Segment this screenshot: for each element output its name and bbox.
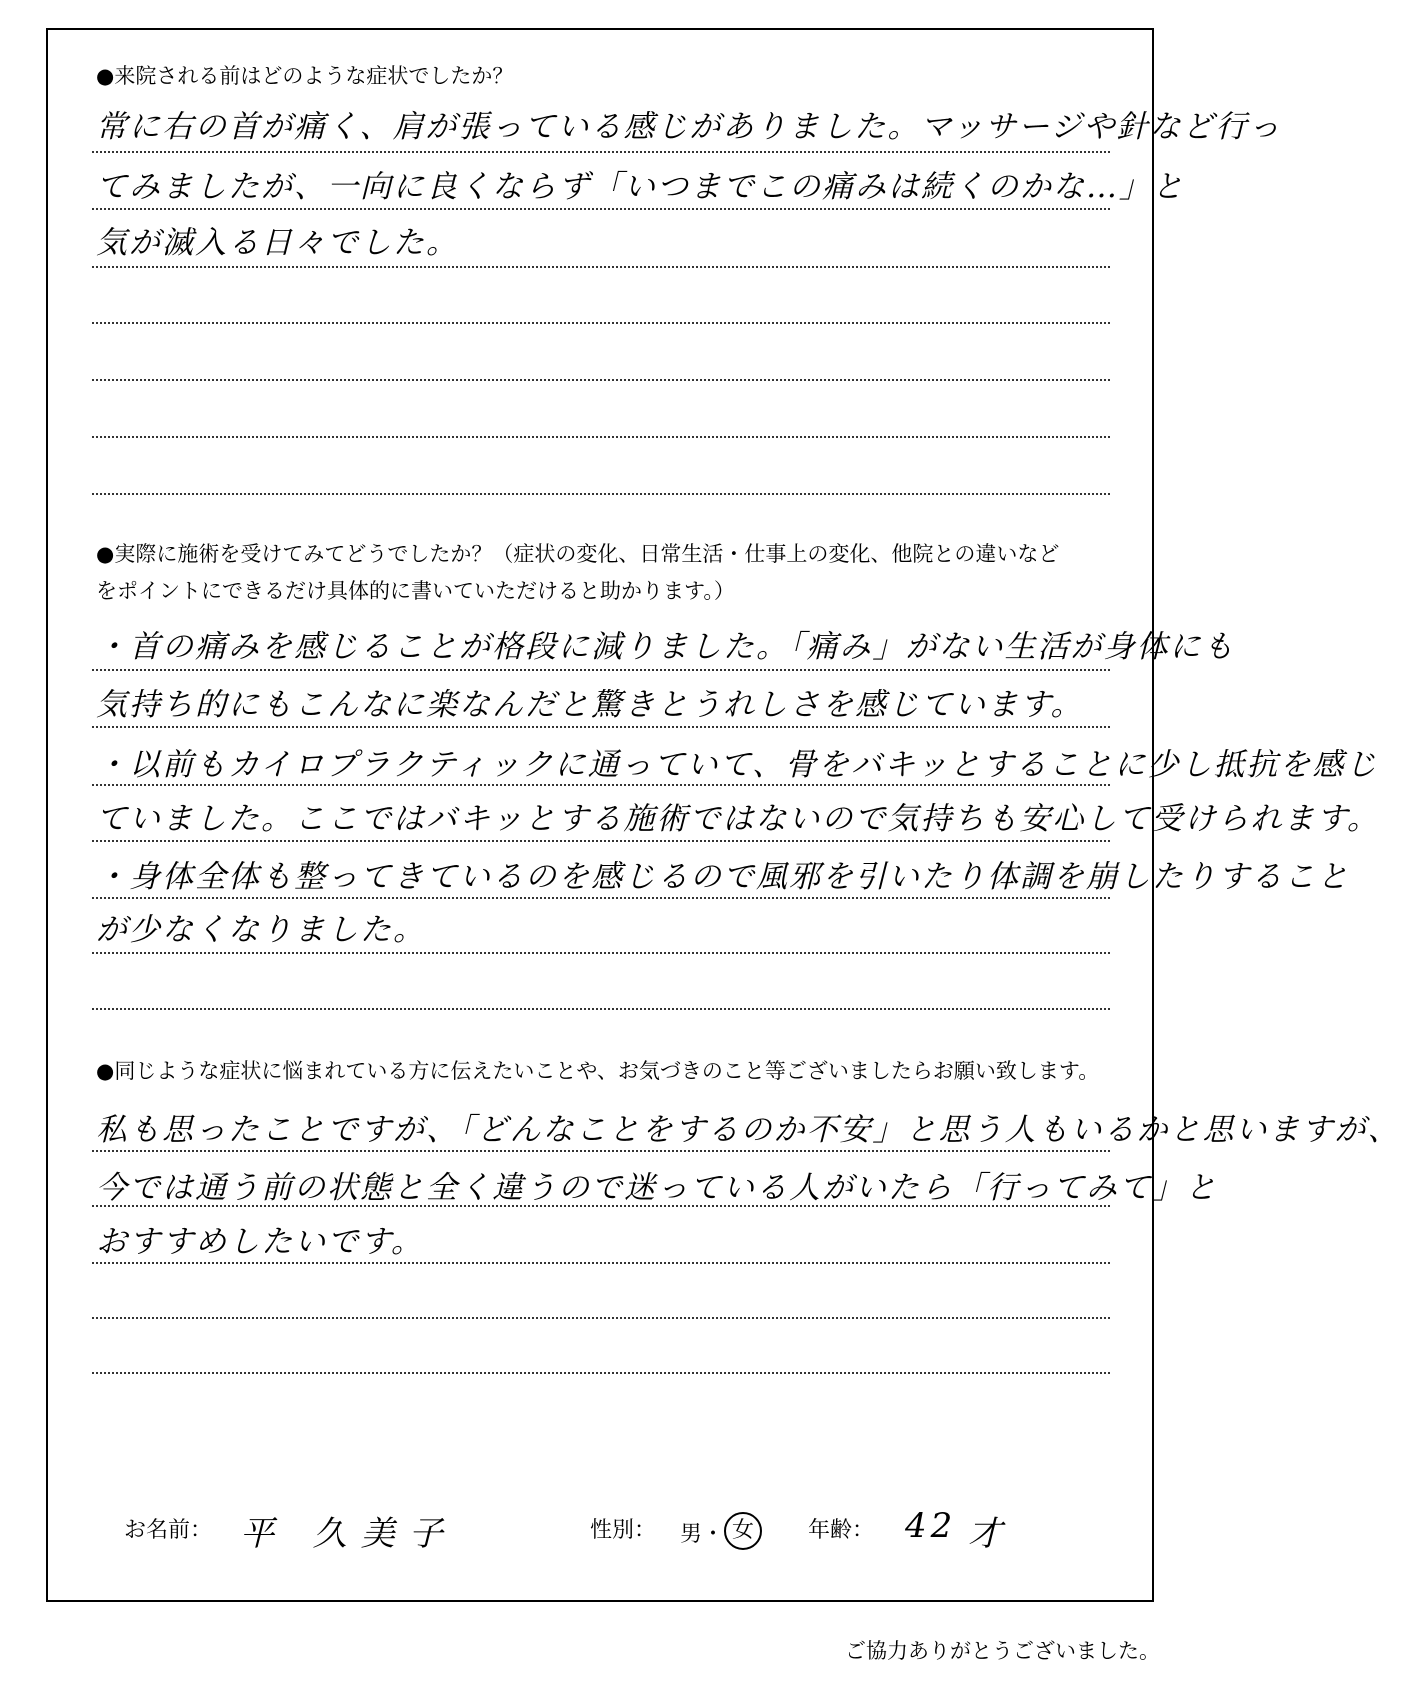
thanks-message: ご協力ありがとうございました。: [845, 1639, 1160, 1663]
question-2-line-1: ●実際に施術を受けてみてどうでしたか？（症状の変化、日常生活・仕事上の変化、他院との違いなど: [96, 542, 1060, 566]
answer-3-line-2: 今では通う前の状態と全く違うので迷っている人がいたら「行ってみて」と: [96, 1170, 1218, 1206]
ruled-line: [92, 1317, 1110, 1319]
answer-2-line-1: ・首の痛みを感じることが格段に減りました。「痛み」がない生活が身体にも: [96, 629, 1236, 665]
answer-2-line-3: ・以前もカイロプラクティックに通っていて、骨をバキッとすることに少し抵抗を感じ: [96, 747, 1379, 783]
ruled-line: [92, 1205, 1110, 1207]
answer-2-line-2: 気持ち的にもこんなに楽なんだと驚きとうれしさを感じています。: [96, 687, 1084, 723]
question-1: ●来院される前はどのような症状でしたか？: [96, 64, 514, 88]
name-value: 平 久美子: [240, 1514, 457, 1554]
answer-3-line-3: おすすめしたいです。: [96, 1224, 424, 1260]
answer-3-line-1: 私も思ったことですが、「どんなことをするのか不安」と思う人もいるかと思いますが、: [96, 1112, 1401, 1148]
ruled-line: [92, 379, 1110, 381]
ruled-line: [92, 784, 1110, 786]
answer-1-line-3: 気が滅入る日々でした。: [96, 225, 459, 261]
gender-label: 性別：: [590, 1518, 657, 1543]
gender-options: [680, 1520, 762, 1550]
age-unit: 才: [968, 1514, 1016, 1554]
ruled-line: [92, 726, 1110, 728]
gender-separator: ・: [702, 1522, 725, 1547]
ruled-line: [92, 669, 1110, 671]
ruled-line: [92, 322, 1110, 324]
gender-female-circled: 女: [724, 1512, 762, 1550]
gender-male: 男: [680, 1522, 703, 1547]
ruled-line: [92, 151, 1110, 153]
ruled-line: [92, 840, 1110, 842]
ruled-line: [92, 436, 1110, 438]
ruled-line: [92, 1008, 1110, 1010]
ruled-line: [92, 1372, 1110, 1374]
ruled-line: [92, 266, 1110, 268]
ruled-line: [92, 493, 1110, 495]
ruled-line: [92, 1150, 1110, 1152]
answer-2-line-6: が少なくなりました。: [96, 912, 426, 948]
answer-2-line-4: ていました。ここではバキッとする施術ではないので気持ちも安心して受けられます。: [96, 801, 1380, 837]
ruled-line: [92, 952, 1110, 954]
question-2-line-2: をポイントにできるだけ具体的に書いていただけると助かります。）: [96, 579, 735, 603]
age-value: 42: [905, 1506, 957, 1546]
answer-1-line-1: 常に右の首が痛く、肩が張っている感じがありました。マッサージや針など行っ: [96, 109, 1282, 145]
name-label: お名前：: [124, 1518, 213, 1543]
question-3: ●同じような症状に悩まれている方に伝えたいことや、お気づきのこと等ございましたらお願い致します。: [96, 1059, 1100, 1083]
answer-1-line-2: てみましたが、一向に良くならず「いつまでこの痛みは続くのかな…」と: [96, 169, 1185, 205]
ruled-line: [92, 1262, 1110, 1264]
answer-2-line-5: ・身体全体も整ってきているのを感じるので風邪を引いたり体調を崩したりすること: [96, 859, 1350, 895]
ruled-line: [92, 897, 1110, 899]
ruled-line: [92, 208, 1110, 210]
age-label: 年齢：: [808, 1518, 875, 1543]
